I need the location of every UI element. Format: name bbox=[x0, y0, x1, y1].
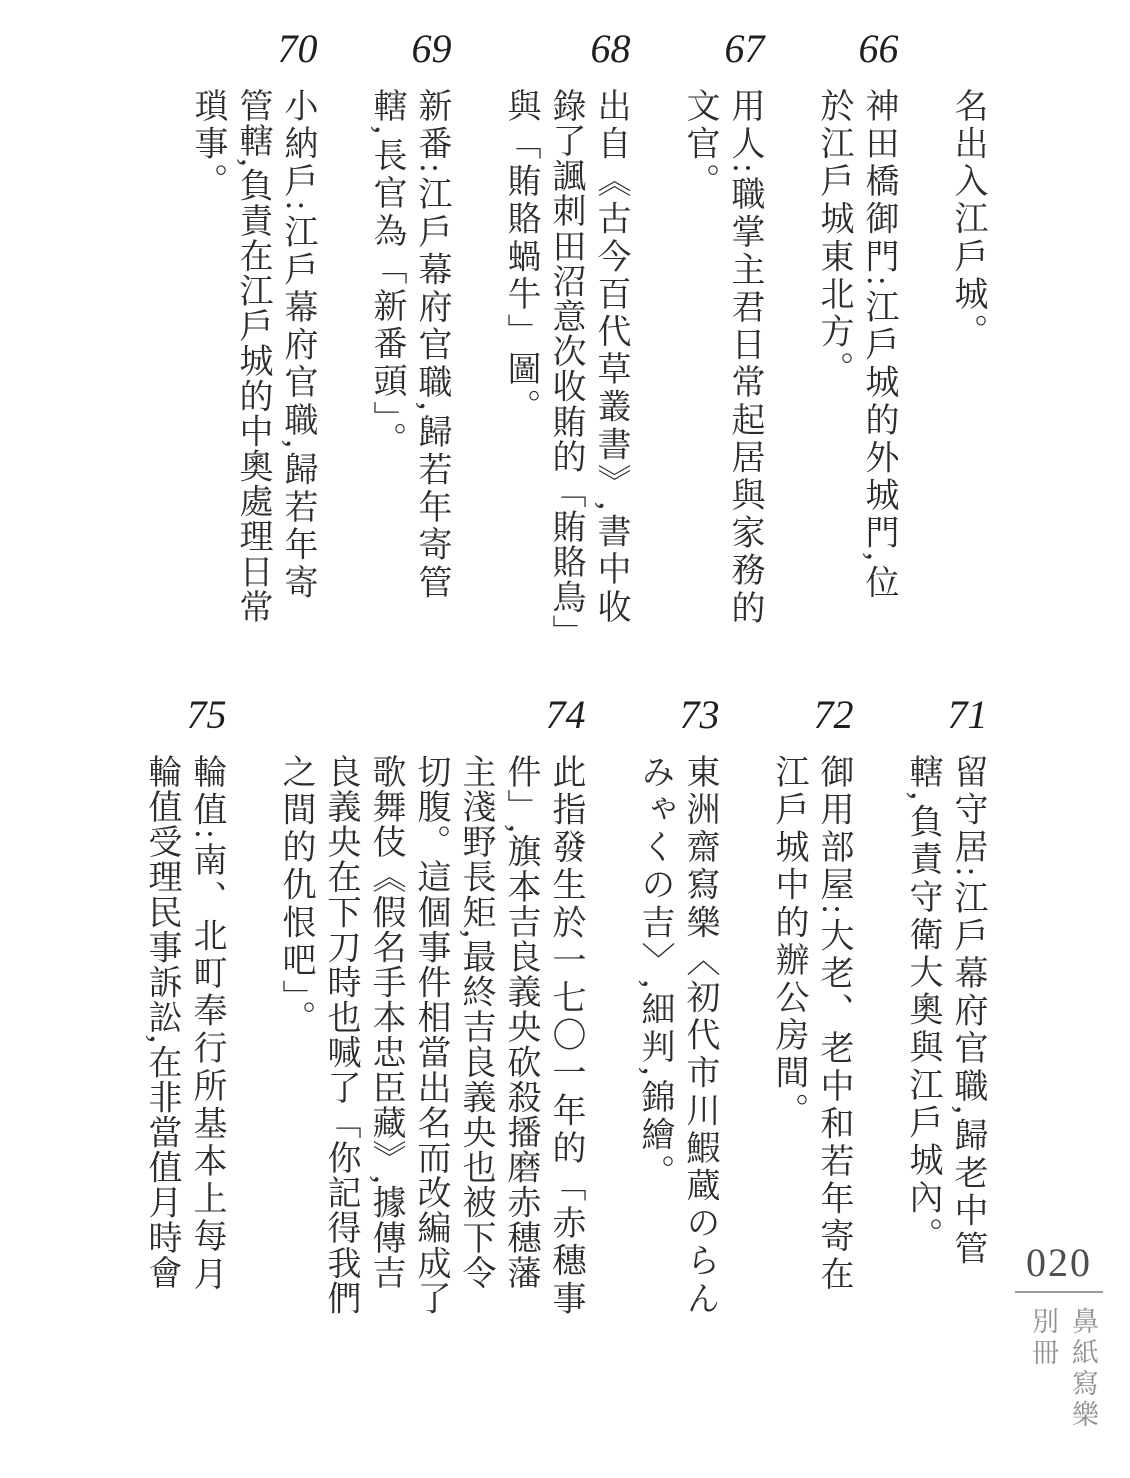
endnote-column: 留守居:江戶幕府官職,歸老中管 bbox=[949, 754, 986, 1268]
endnote-text bbox=[273, 754, 588, 1332]
endnote-text bbox=[185, 88, 320, 666]
endnote-69 bbox=[364, 26, 454, 666]
endnote-text bbox=[811, 88, 901, 666]
endnote-text bbox=[677, 88, 767, 666]
endnote-column: みゃくの吉〉,細判,錦繪。 bbox=[636, 754, 673, 1192]
endnote-text bbox=[632, 754, 722, 1332]
endnote-67 bbox=[677, 26, 767, 666]
endnote-number: 73 bbox=[679, 692, 720, 737]
footer-titles bbox=[1023, 1307, 1103, 1452]
endnote-72 bbox=[766, 692, 856, 1332]
page-footer bbox=[1015, 1238, 1103, 1452]
endnote-column: 神田橋御門:江戶城的外城門,位 bbox=[860, 88, 897, 602]
endnote-column: 歌舞伎《假名手本忠臣藏》,據傳吉 bbox=[367, 754, 404, 1291]
endnote-text bbox=[945, 88, 990, 666]
endnote-66 bbox=[811, 26, 901, 666]
endnote-column: 管轄,負責在江戶城的中奧處理日常 bbox=[234, 88, 271, 625]
endnote-column: 錄了諷刺田沼意次收賄的「賄賂鳥」 bbox=[547, 88, 584, 650]
endnote-text bbox=[766, 754, 856, 1332]
endnote-73 bbox=[632, 692, 722, 1332]
endnote-column: 此指發生於一七〇一年的「赤穗事 bbox=[547, 754, 584, 1318]
endnote-column: 之間的仇恨吧」。 bbox=[277, 754, 314, 1038]
endnote-column: 文官。 bbox=[681, 88, 718, 201]
endnote-column: 用人:職掌主君日常起居與家務的 bbox=[726, 88, 763, 628]
endnote-text bbox=[900, 754, 990, 1332]
endnote-70 bbox=[185, 26, 320, 666]
endnote-number: 70 bbox=[277, 26, 318, 71]
endnote-column: 件」,旗本吉良義央砍殺播磨赤穗藩 bbox=[502, 754, 539, 1291]
endnote-number: 74 bbox=[545, 692, 586, 737]
footer-rule bbox=[1015, 1291, 1103, 1293]
endnote-number: 69 bbox=[411, 26, 452, 71]
endnote-column: 出自《古今百代草叢書》,書中收 bbox=[592, 88, 629, 627]
endnote-column: 切腹。這個事件相當出名而改編成了 bbox=[412, 754, 449, 1316]
endnote-column: 輪值:南、北町奉行所基本上每月 bbox=[188, 754, 225, 1294]
page-number: 020 bbox=[1026, 1240, 1092, 1285]
endnote-number: 71 bbox=[947, 692, 988, 737]
endnote-text bbox=[498, 88, 633, 666]
endnote-text bbox=[139, 754, 229, 1332]
endnote-column: 小納戶:江戶幕府官職,歸若年寄 bbox=[279, 88, 316, 602]
endnote-column: 良義央在下刀時也喊了「你記得我們 bbox=[322, 754, 359, 1316]
endnote-continuation bbox=[945, 26, 990, 666]
endnote-71 bbox=[900, 692, 990, 1332]
endnote-column: 與「賄賂蝸牛」圖。 bbox=[502, 88, 539, 427]
endnote-column: 御用部屋:大老、老中和若年寄在 bbox=[815, 754, 852, 1294]
book-series-title: 鼻紙寫樂 bbox=[1068, 1307, 1098, 1431]
endnote-column: 江戶城中的辦公房間。 bbox=[770, 754, 807, 1130]
endnote-column: 名出入江戶城。 bbox=[949, 88, 986, 352]
volume-label: 別冊 bbox=[1028, 1307, 1058, 1369]
endnote-column: 瑣事。 bbox=[189, 88, 226, 201]
endnote-68 bbox=[498, 26, 633, 666]
endnote-column: 東洲齋寫樂〈初代市川鰕蔵のらん bbox=[681, 754, 718, 1318]
notes-band-top bbox=[0, 0, 1130, 666]
endnote-number: 66 bbox=[858, 26, 899, 71]
endnote-column: 輪值受理民事訴訟,在非當值月時會 bbox=[143, 754, 180, 1291]
notes-band-bottom bbox=[0, 692, 1130, 1332]
endnote-number: 75 bbox=[186, 692, 227, 737]
endnote-number bbox=[945, 26, 990, 88]
endnote-column: 轄,長官為「新番頭」。 bbox=[368, 88, 405, 460]
endnote-74 bbox=[273, 692, 588, 1332]
endnote-number: 72 bbox=[813, 692, 854, 737]
endnote-column: 轄,負責守衛大奧與江戶城內。 bbox=[904, 754, 941, 1255]
endnote-column: 主淺野長矩,最終吉良義央也被下令 bbox=[457, 754, 494, 1291]
endnote-text bbox=[364, 88, 454, 666]
endnote-number: 68 bbox=[590, 26, 631, 71]
endnote-75 bbox=[139, 692, 229, 1332]
endnote-column: 於江戶城東北方。 bbox=[815, 88, 852, 389]
endnote-number: 67 bbox=[724, 26, 765, 71]
endnote-column: 新番:江戶幕府官職,歸若年寄管 bbox=[413, 88, 450, 602]
